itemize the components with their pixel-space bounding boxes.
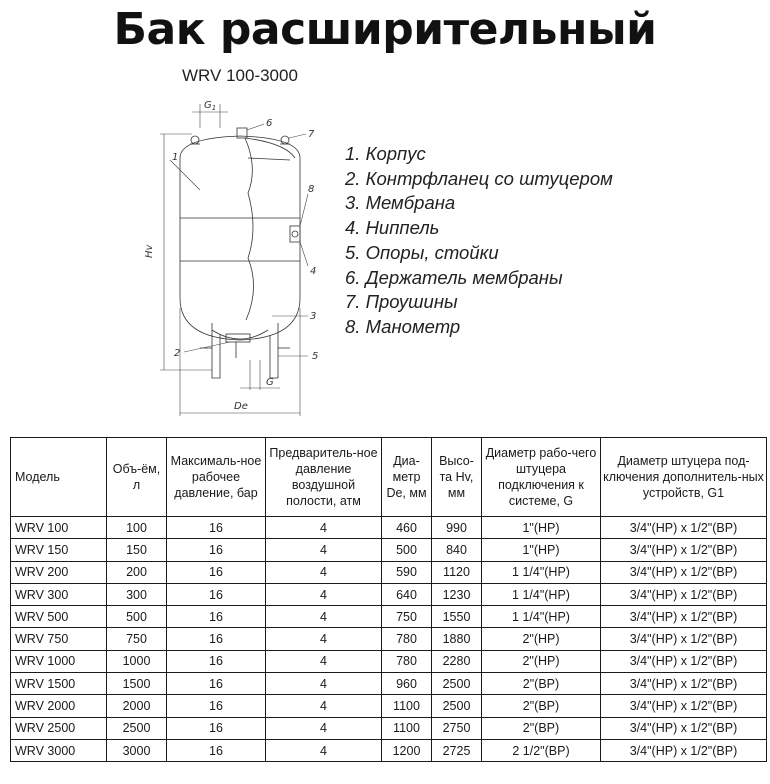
svg-text:2: 2 xyxy=(174,348,181,359)
cell-volume: 1000 xyxy=(107,650,167,672)
cell-height: 1880 xyxy=(432,628,482,650)
cell-model: WRV 200 xyxy=(11,561,107,583)
svg-text:4: 4 xyxy=(310,266,317,277)
table-row xyxy=(11,695,767,717)
cell-max-pressure: 16 xyxy=(167,717,266,739)
cell-pre-pressure: 4 xyxy=(266,561,382,583)
cell-volume: 300 xyxy=(107,583,167,605)
legend-item: 6. Держатель мембраны xyxy=(345,266,563,288)
cell-max-pressure: 16 xyxy=(167,561,266,583)
cell-volume: 2500 xyxy=(107,717,167,739)
cell-model: WRV 2500 xyxy=(11,717,107,739)
cell-height: 1120 xyxy=(432,561,482,583)
legend-item: 1. Корпус xyxy=(345,143,426,164)
header-diameter: Диа-метр De, мм xyxy=(382,438,432,517)
cell-height: 1550 xyxy=(432,606,482,628)
cell-max-pressure: 16 xyxy=(167,517,266,539)
cell-volume: 200 xyxy=(107,561,167,583)
cell-volume: 3000 xyxy=(107,739,167,761)
cell-max-pressure: 16 xyxy=(167,650,266,672)
cell-height: 2500 xyxy=(432,695,482,717)
svg-text:8: 8 xyxy=(308,184,315,195)
header-height: Высо-та Hv, мм xyxy=(432,438,482,517)
svg-text:5: 5 xyxy=(312,351,319,362)
svg-text:De: De xyxy=(234,401,248,412)
cell-pre-pressure: 4 xyxy=(266,539,382,561)
cell-extra: 3/4"(НР) x 1/2"(ВР) xyxy=(601,583,767,605)
cell-height: 990 xyxy=(432,517,482,539)
cell-pre-pressure: 4 xyxy=(266,739,382,761)
table-row xyxy=(11,517,767,539)
cell-model: WRV 1000 xyxy=(11,650,107,672)
cell-max-pressure: 16 xyxy=(167,628,266,650)
cell-diameter: 640 xyxy=(382,583,432,605)
cell-extra: 3/4"(НР) x 1/2"(ВР) xyxy=(601,606,767,628)
svg-text:6: 6 xyxy=(266,118,273,129)
cell-height: 840 xyxy=(432,539,482,561)
cell-diameter: 1200 xyxy=(382,739,432,761)
cell-diameter: 960 xyxy=(382,673,432,695)
table-row xyxy=(11,717,767,739)
cell-max-pressure: 16 xyxy=(167,695,266,717)
table-row xyxy=(11,539,767,561)
cell-pre-pressure: 4 xyxy=(266,695,382,717)
cell-extra: 3/4"(НР) x 1/2"(ВР) xyxy=(601,628,767,650)
cell-diameter: 460 xyxy=(382,517,432,539)
cell-height: 2500 xyxy=(432,673,482,695)
cell-height: 2280 xyxy=(432,650,482,672)
header-extra-connection: Диаметр штуцера под-ключения дополнитель-ных устройств, G1 xyxy=(601,438,767,517)
cell-extra: 3/4"(НР) x 1/2"(ВР) xyxy=(601,539,767,561)
table-row xyxy=(11,606,767,628)
header-model: Модель xyxy=(11,438,107,517)
cell-extra: 3/4"(НР) x 1/2"(ВР) xyxy=(601,561,767,583)
cell-model: WRV 500 xyxy=(11,606,107,628)
table-row xyxy=(11,583,767,605)
cell-pre-pressure: 4 xyxy=(266,628,382,650)
cell-volume: 100 xyxy=(107,517,167,539)
cell-connection: 2"(ВР) xyxy=(482,695,601,717)
model-range: WRV 100-3000 xyxy=(182,66,298,85)
svg-text:G1: $G_1$ xyxy=(204,100,217,112)
cell-diameter: 780 xyxy=(382,650,432,672)
cell-model: WRV 750 xyxy=(11,628,107,650)
table-row xyxy=(11,673,767,695)
cell-diameter: 1100 xyxy=(382,717,432,739)
cell-height: 2750 xyxy=(432,717,482,739)
legend-item: 3. Мембрана xyxy=(345,192,456,214)
specs-table xyxy=(10,437,767,762)
legend-item: 7. Проушины xyxy=(345,291,458,313)
cell-height: 2725 xyxy=(432,739,482,761)
cell-connection: 1"(НР) xyxy=(482,517,601,539)
cell-volume: 500 xyxy=(107,606,167,628)
svg-text:Hv: Hv xyxy=(144,244,155,258)
cell-diameter: 590 xyxy=(382,561,432,583)
cell-model: WRV 100 xyxy=(11,517,107,539)
cell-diameter: 750 xyxy=(382,606,432,628)
cell-connection: 2"(НР) xyxy=(482,628,601,650)
cell-model: WRV 150 xyxy=(11,539,107,561)
cell-height: 1230 xyxy=(432,583,482,605)
cell-diameter: 780 xyxy=(382,628,432,650)
cell-extra: 3/4"(НР) x 1/2"(ВР) xyxy=(601,717,767,739)
cell-pre-pressure: 4 xyxy=(266,717,382,739)
cell-connection: 2"(НР) xyxy=(482,650,601,672)
cell-model: WRV 2000 xyxy=(11,695,107,717)
header-max-pressure: Максималь-ное рабочее давление, бар xyxy=(167,438,266,517)
legend-item: 4. Ниппель xyxy=(345,217,440,239)
cell-pre-pressure: 4 xyxy=(266,606,382,628)
legend-item: 2. Контрфланец со штуцером xyxy=(345,167,613,189)
header-pre-pressure: Предваритель-ное давление воздушной полости, атм xyxy=(266,438,382,517)
table-row xyxy=(11,628,767,650)
table-row xyxy=(11,650,767,672)
page-title: Бак расширительный xyxy=(113,4,657,55)
cell-extra: 3/4"(НР) x 1/2"(ВР) xyxy=(601,739,767,761)
cell-connection: 2"(ВР) xyxy=(482,673,601,695)
cell-pre-pressure: 4 xyxy=(266,650,382,672)
cell-max-pressure: 16 xyxy=(167,539,266,561)
cell-connection: 2"(ВР) xyxy=(482,717,601,739)
svg-text:G: G xyxy=(266,377,274,388)
cell-max-pressure: 16 xyxy=(167,739,266,761)
cell-model: WRV 300 xyxy=(11,583,107,605)
cell-pre-pressure: 4 xyxy=(266,673,382,695)
cell-max-pressure: 16 xyxy=(167,673,266,695)
cell-pre-pressure: 4 xyxy=(266,583,382,605)
cell-connection: 1"(НР) xyxy=(482,539,601,561)
cell-volume: 1500 xyxy=(107,673,167,695)
cell-diameter: 500 xyxy=(382,539,432,561)
cell-extra: 3/4"(НР) x 1/2"(ВР) xyxy=(601,673,767,695)
table-row xyxy=(11,561,767,583)
cell-volume: 150 xyxy=(107,539,167,561)
cell-model: WRV 3000 xyxy=(11,739,107,761)
cell-extra: 3/4"(НР) x 1/2"(ВР) xyxy=(601,650,767,672)
header-volume: Объ-ём, л xyxy=(107,438,167,517)
table-row xyxy=(11,739,767,761)
svg-text:3: 3 xyxy=(310,311,317,322)
cell-extra: 3/4"(НР) x 1/2"(ВР) xyxy=(601,517,767,539)
cell-model: WRV 1500 xyxy=(11,673,107,695)
cell-connection: 2 1/2"(ВР) xyxy=(482,739,601,761)
cell-volume: 750 xyxy=(107,628,167,650)
legend-item: 8. Манометр xyxy=(345,315,461,337)
cell-diameter: 1100 xyxy=(382,695,432,717)
cell-connection: 1 1/4"(НР) xyxy=(482,606,601,628)
cell-pre-pressure: 4 xyxy=(266,517,382,539)
header-connection: Диаметр рабо-чего штуцера подключения к системе, G xyxy=(482,438,601,517)
cell-volume: 2000 xyxy=(107,695,167,717)
component-legend xyxy=(345,142,613,340)
svg-text:1: 1 xyxy=(172,152,179,163)
legend-item: 5. Опоры, стойки xyxy=(345,241,499,263)
cell-max-pressure: 16 xyxy=(167,583,266,605)
tank-diagram xyxy=(140,98,330,428)
cell-extra: 3/4"(НР) x 1/2"(ВР) xyxy=(601,695,767,717)
cell-max-pressure: 16 xyxy=(167,606,266,628)
table-header-row xyxy=(11,438,767,517)
svg-text:7: 7 xyxy=(308,129,315,140)
cell-connection: 1 1/4"(НР) xyxy=(482,561,601,583)
cell-connection: 1 1/4"(НР) xyxy=(482,583,601,605)
